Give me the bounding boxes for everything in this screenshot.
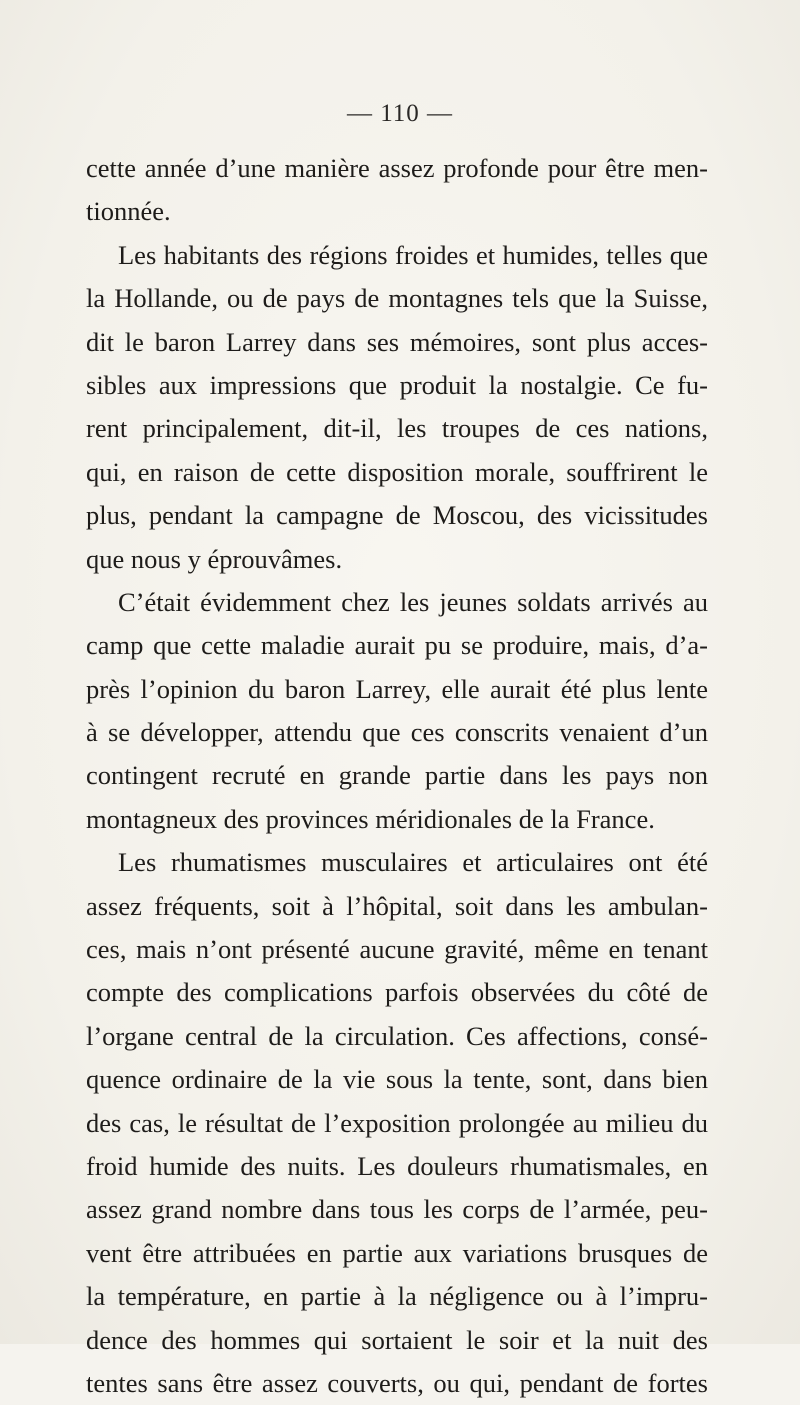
text-line: rent principalement, dit-il, les troupes de ces nations, xyxy=(86,413,708,444)
text-line: montagneux des provinces méridionales de la France. xyxy=(86,803,655,834)
text-line: l’organe central de la circulation. Ces affections, consé- xyxy=(86,1020,708,1051)
text-line: assez grand nombre dans tous les corps de l’armée, peu- xyxy=(86,1194,708,1225)
text-line: cette année d’une manière assez profonde pour être men- xyxy=(86,153,708,183)
text-line: dence des hommes qui sortaient le soir et la nuit des xyxy=(86,1324,708,1355)
text-line: sibles aux impressions que produit la nostalgie. Ce fu- xyxy=(86,369,708,400)
text-line: froid humide des nuits. Les douleurs rhumatismales, en xyxy=(86,1150,708,1181)
paragraph-start-line: Les rhumatismes musculaires et articulaires ont été xyxy=(118,847,708,878)
text-line: assez fréquents, soit à l’hôpital, soit dans les ambulan- xyxy=(86,890,708,921)
paragraph-start-line: C’était évidemment chez les jeunes soldats arrivés au xyxy=(118,586,708,617)
text-line: près l’opinion du baron Larrey, elle aurait été plus lente xyxy=(86,673,708,704)
text-line: tionnée. xyxy=(86,196,171,227)
text-line: plus, pendant la campagne de Moscou, des vicissitudes xyxy=(86,500,708,531)
text-line: vent être attribuées en partie aux variations brusques de xyxy=(86,1237,708,1268)
text-line: que nous y éprouvâmes. xyxy=(86,543,343,574)
text-line: camp que cette maladie aurait pu se produire, mais, d’a- xyxy=(86,630,708,661)
text-line: ces, mais n’ont présenté aucune gravité, même en tenant xyxy=(86,934,708,965)
paragraph-start-line: Les habitants des régions froides et humides, telles que xyxy=(118,239,708,270)
page-number: — 110 — xyxy=(346,100,454,127)
body-text xyxy=(86,147,708,1405)
text-line: des cas, le résultat de l’exposition prolongée au milieu du xyxy=(86,1107,708,1138)
text-line: qui, en raison de cette disposition morale, souffrirent le xyxy=(86,456,708,487)
text-line: dit le baron Larrey dans ses mémoires, sont plus acces- xyxy=(86,326,708,357)
text-line: à se développer, attendu que ces conscrits venaient d’un xyxy=(86,717,708,748)
text-line: la température, en partie à la négligence ou à l’impru- xyxy=(86,1281,708,1312)
text-line: contingent recruté en grande partie dans les pays non xyxy=(86,760,708,791)
text-line: tentes sans être assez couverts, ou qui, pendant de fortes xyxy=(86,1367,708,1398)
text-line: compte des complications parfois observées du côté de xyxy=(86,977,708,1008)
text-line: la Hollande, ou de pays de montagnes tels que la Suisse, xyxy=(86,283,708,314)
text-line: quence ordinaire de la vie sous la tente, sont, dans bien xyxy=(86,1064,708,1095)
